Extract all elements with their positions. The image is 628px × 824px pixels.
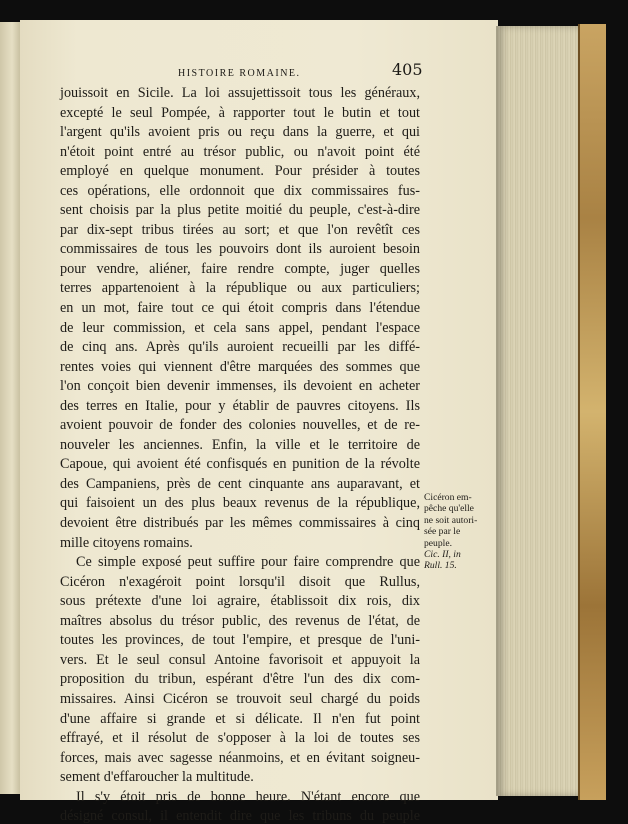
margin-note-reference: Rull. 15. <box>424 560 457 572</box>
page-number: 405 <box>392 60 423 79</box>
text-line: mille citoyens romains. <box>60 534 193 551</box>
margin-note-line: Cicéron em- <box>424 492 472 503</box>
text-line: sous prétexte d'une loi agraire, établissoit dix rois, dix <box>60 593 420 610</box>
margin-note-line: ne soit autori- <box>424 514 478 526</box>
text-line: jouissoit en Sicile. La loi assujettissoit tous les généraux, <box>60 85 420 101</box>
text-line: l'argent qu'ils avoient pris ou reçu dans la guerre, et qui <box>60 124 420 141</box>
text-line: toutes les provinces, de tout l'empire, et presque de l'uni- <box>60 632 420 649</box>
text-line: ces opérations, elle ordonnoit que dix commissaires fus- <box>60 182 420 199</box>
margin-note-reference: Cic. II, in <box>424 549 461 561</box>
text-line: Capoue, qui avoient été confisqués en punition de la révolte <box>60 456 420 473</box>
margin-note <box>424 492 488 572</box>
text-line: proposition du tribun, espérant d'être l'un des dix com- <box>60 671 420 688</box>
text-line: rentes voies qui viennent d'être marquées des sommes que <box>60 358 420 375</box>
text-line: vers. Et le seul consul Antoine favorisoit et appuyoit la <box>60 651 420 668</box>
text-line: maîtres absolus du trésor public, des revenus de l'état, de <box>60 612 420 629</box>
text-line: des Campaniens, près de cent cinquante ans auparavant, et <box>60 475 420 492</box>
text-line: nouveler les anciennes. Enfin, la ville et le territoire de <box>60 436 420 453</box>
margin-note-line: sée par le <box>424 526 461 538</box>
text-line: l'on conçoit bien devenir immenses, ils devoient en acheter <box>60 378 420 395</box>
text-line: en un mot, faire tout ce qui étoit compris dans l'étendue <box>60 300 420 317</box>
facing-page-edge <box>0 22 20 794</box>
text-line: qui faisoient un des plus beaux revenus de la république, <box>60 495 420 512</box>
text-line: employé en quelque monument. Pour présider à toutes <box>60 163 420 180</box>
text-line: commissaires de tous les pouvoirs dont ils auroient besoin <box>60 241 420 258</box>
page-block-edges <box>496 26 580 796</box>
text-line: sent choisis par la plus petite moitié du peuple, c'est-à-dire <box>60 202 420 219</box>
text-line: pour vendre, aliéner, faire rendre compte, juger quelles <box>60 260 420 277</box>
text-line: de leur commission, et cela sans appel, pendant l'espace <box>60 319 420 336</box>
marbled-cover-edge <box>578 24 606 800</box>
text-line: avoient pouvoir de fonder des colonies nouvelles, et de re- <box>60 417 420 434</box>
text-line: par dix-sept tribus tirées au sort; et que l'on revêtît ces <box>60 221 420 238</box>
text-line: n'étoit point entré au trésor public, ou n'avoit point été <box>60 143 420 160</box>
text-line: sement d'effaroucher la multitude. <box>60 769 254 786</box>
text-line: Ce simple exposé peut suffire pour faire comprendre que <box>76 554 420 571</box>
text-line: missaires. Ainsi Cicéron se trouvoit seul chargé du poids <box>60 690 420 707</box>
margin-note-line: peuple. <box>424 537 452 549</box>
text-line: forces, mais avec sagesse néanmoins, et en évitant soigneu- <box>60 749 420 766</box>
text-line: désigné consul, il entendit dire que les tribuns du peuple <box>60 808 420 824</box>
margin-note-line: pêche qu'elle <box>424 503 474 515</box>
text-line: Cicéron n'exagéroit point lorsqu'il disoit que Rullus, <box>60 573 420 590</box>
text-line: des terres en Italie, pour y établir de pauvres citoyens. Ils <box>60 397 420 414</box>
text-line: terres appartenoient à la république ou aux particuliers; <box>60 280 420 297</box>
body-text <box>60 84 420 824</box>
running-head: HISTOIRE ROMAINE. <box>178 68 301 79</box>
text-line: devoient être distribués par les mêmes commissaires à cinq <box>60 515 420 532</box>
text-line: Il s'y étoit pris de bonne heure. N'étant encore que <box>76 788 420 805</box>
text-line: d'une affaire si grande et si délicate. Il n'en fut point <box>60 710 420 727</box>
text-line: excepté le seul Pompée, à rapporter tout le butin et tout <box>60 104 420 121</box>
page-header <box>60 60 423 82</box>
text-line: effrayé, et il résolut de s'opposer à la loi de toutes ses <box>60 730 420 747</box>
text-line: de cinq ans. Après qu'ils auroient recueilli par les diffé- <box>60 339 420 356</box>
